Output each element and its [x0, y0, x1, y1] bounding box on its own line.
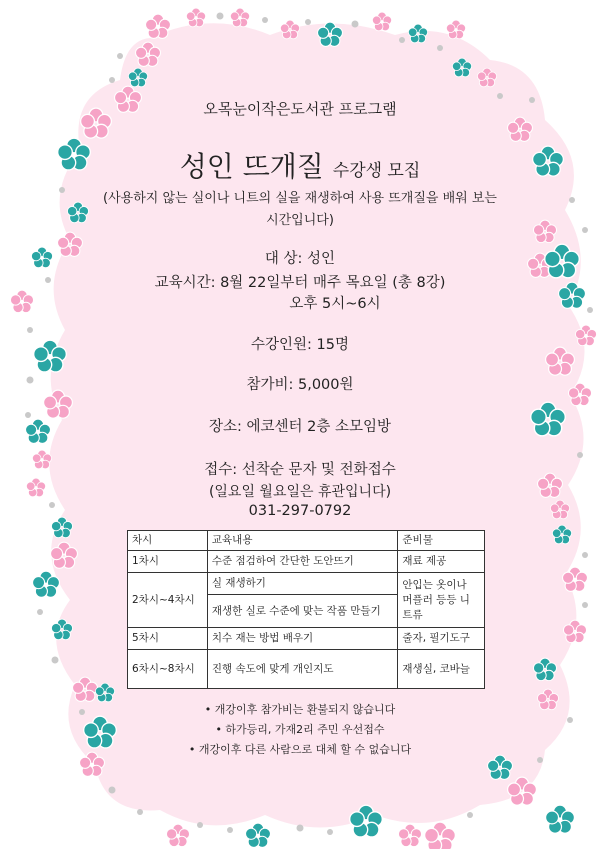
- schedule-table: [127, 530, 485, 689]
- table-row: [128, 628, 485, 650]
- row-session: 2차시~4차시: [128, 573, 208, 628]
- phone-number: 031-297-0792: [248, 503, 352, 519]
- row-supplies: 재료 제공: [398, 551, 485, 573]
- title-sub: 수강생 모집: [332, 161, 421, 181]
- program-description: [0, 188, 600, 232]
- application: 접수: 선착순 문자 및 전화접수: [204, 462, 396, 478]
- table-row: [128, 573, 485, 595]
- poster-title: [0, 145, 600, 185]
- notes-list: [0, 700, 600, 760]
- closed-days-note: (일요일 월요일은 휴관입니다): [208, 484, 392, 500]
- table-row: [128, 551, 485, 573]
- row-supplies: 안입는 옷이나 머플러 등등 니트류: [398, 573, 485, 628]
- row-content-b: 재생한 실로 수준에 맞는 작품 만들기: [207, 595, 398, 628]
- row-session: 6차시~8차시: [128, 650, 208, 689]
- place: 장소: 에코센터 2층 소모임방: [208, 419, 391, 435]
- row-content: 진행 속도에 맞게 개인지도: [207, 650, 398, 689]
- capacity: 수강인원: 15명: [251, 337, 349, 353]
- fee: 참가비: 5,000원: [246, 377, 354, 393]
- target-audience: 대 상: 성인: [264, 251, 336, 267]
- row-supplies: 줄자, 필기도구: [398, 628, 485, 650]
- note-item: • 개강이후 다른 사람으로 대체 할 수 없습니다: [188, 743, 412, 756]
- schedule-line-1: 교육시간: 8월 22일부터 매주 목요일 (총 8강): [154, 275, 446, 291]
- row-content-a: 실 재생하기: [207, 573, 398, 595]
- header-content: 교육내용: [207, 531, 398, 551]
- header-supplies: 준비물: [398, 531, 485, 551]
- description-line-1: (사용하지 않는 실이나 니트의 실을 재생하여 사용 뜨개질을 배워 보는: [103, 191, 497, 206]
- note-item: • 개강이후 참가비는 환불되지 않습니다: [204, 703, 396, 716]
- table-header-row: [128, 531, 485, 551]
- table-row: [128, 650, 485, 689]
- title-main: 성인 뜨개질: [179, 150, 324, 183]
- note-item: • 하가등리, 가재2리 주민 우선접수: [215, 723, 385, 736]
- schedule-line-2: 오후 5시~6시: [289, 296, 381, 312]
- row-content: 수준 점검하여 간단한 도안뜨기: [207, 551, 398, 573]
- row-content: 치수 재는 방법 배우기: [207, 628, 398, 650]
- header-session: 차시: [128, 531, 208, 551]
- organization-name: 오목눈이작은도서관 프로그램: [203, 100, 397, 118]
- description-line-2: 시간입니다): [266, 213, 334, 228]
- row-session: 5차시: [128, 628, 208, 650]
- row-supplies: 재생실, 코바늘: [398, 650, 485, 689]
- row-session: 1차시: [128, 551, 208, 573]
